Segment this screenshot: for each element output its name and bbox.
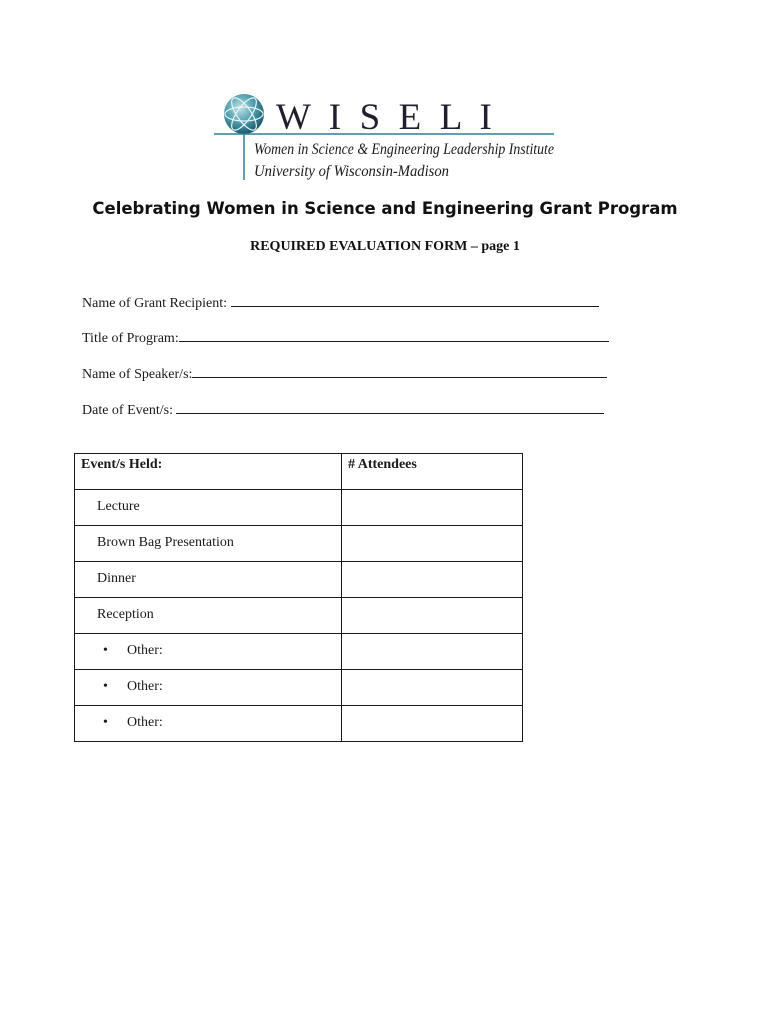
table-row xyxy=(75,598,523,634)
logo-university: University of Wisconsin-Madison xyxy=(254,163,449,180)
program-title-blank[interactable] xyxy=(179,329,609,342)
document-title: Celebrating Women in Science and Engineering Grant Program xyxy=(92,199,678,218)
table-row xyxy=(75,634,523,670)
speaker-blank[interactable] xyxy=(192,365,607,378)
program-title-label: Title of Program: xyxy=(82,331,179,346)
event-label-cell xyxy=(75,706,342,742)
table-row xyxy=(75,670,523,706)
header-attendees: # Attendees xyxy=(342,454,523,490)
table-row xyxy=(75,562,523,598)
attendees-cell[interactable] xyxy=(342,598,523,634)
speaker-label: Name of Speaker/s: xyxy=(82,367,193,382)
form-subtitle: REQUIRED EVALUATION FORM – page 1 xyxy=(250,239,520,254)
logo-tagline: Women in Science & Engineering Leadership Institute xyxy=(254,141,554,158)
attendees-cell[interactable] xyxy=(342,634,523,670)
event-label-cell: Reception xyxy=(75,598,342,634)
table-row xyxy=(75,490,523,526)
recipient-label: Name of Grant Recipient: xyxy=(82,296,231,311)
event-date-label: Date of Event/s: xyxy=(82,403,177,418)
bullet-icon: • xyxy=(103,715,108,730)
event-date-field xyxy=(82,401,604,419)
header-events: Event/s Held: xyxy=(75,454,342,490)
attendees-cell[interactable] xyxy=(342,670,523,706)
attendees-cell[interactable] xyxy=(342,706,523,742)
attendees-cell[interactable] xyxy=(342,562,523,598)
other-label: Other: xyxy=(127,679,163,694)
table-row xyxy=(75,706,523,742)
event-label-cell: Brown Bag Presentation xyxy=(75,526,342,562)
recipient-field xyxy=(82,294,599,312)
event-label-cell: Dinner xyxy=(75,562,342,598)
attendees-cell[interactable] xyxy=(342,526,523,562)
logo-wordmark: W I S E L I xyxy=(276,97,492,138)
table-header-row xyxy=(75,454,523,490)
speaker-field xyxy=(82,365,607,383)
program-title-field xyxy=(82,329,609,347)
bullet-icon: • xyxy=(103,679,108,694)
event-date-blank[interactable] xyxy=(176,401,604,414)
bullet-icon: • xyxy=(103,643,108,658)
event-label-cell xyxy=(75,634,342,670)
recipient-blank[interactable] xyxy=(231,294,599,307)
globe-icon xyxy=(224,94,264,134)
events-table xyxy=(74,453,523,742)
wiseli-logo xyxy=(214,90,564,182)
other-label: Other: xyxy=(127,643,163,658)
table-row xyxy=(75,526,523,562)
event-label-cell xyxy=(75,670,342,706)
attendees-cell[interactable] xyxy=(342,490,523,526)
other-label: Other: xyxy=(127,715,163,730)
event-label-cell: Lecture xyxy=(75,490,342,526)
